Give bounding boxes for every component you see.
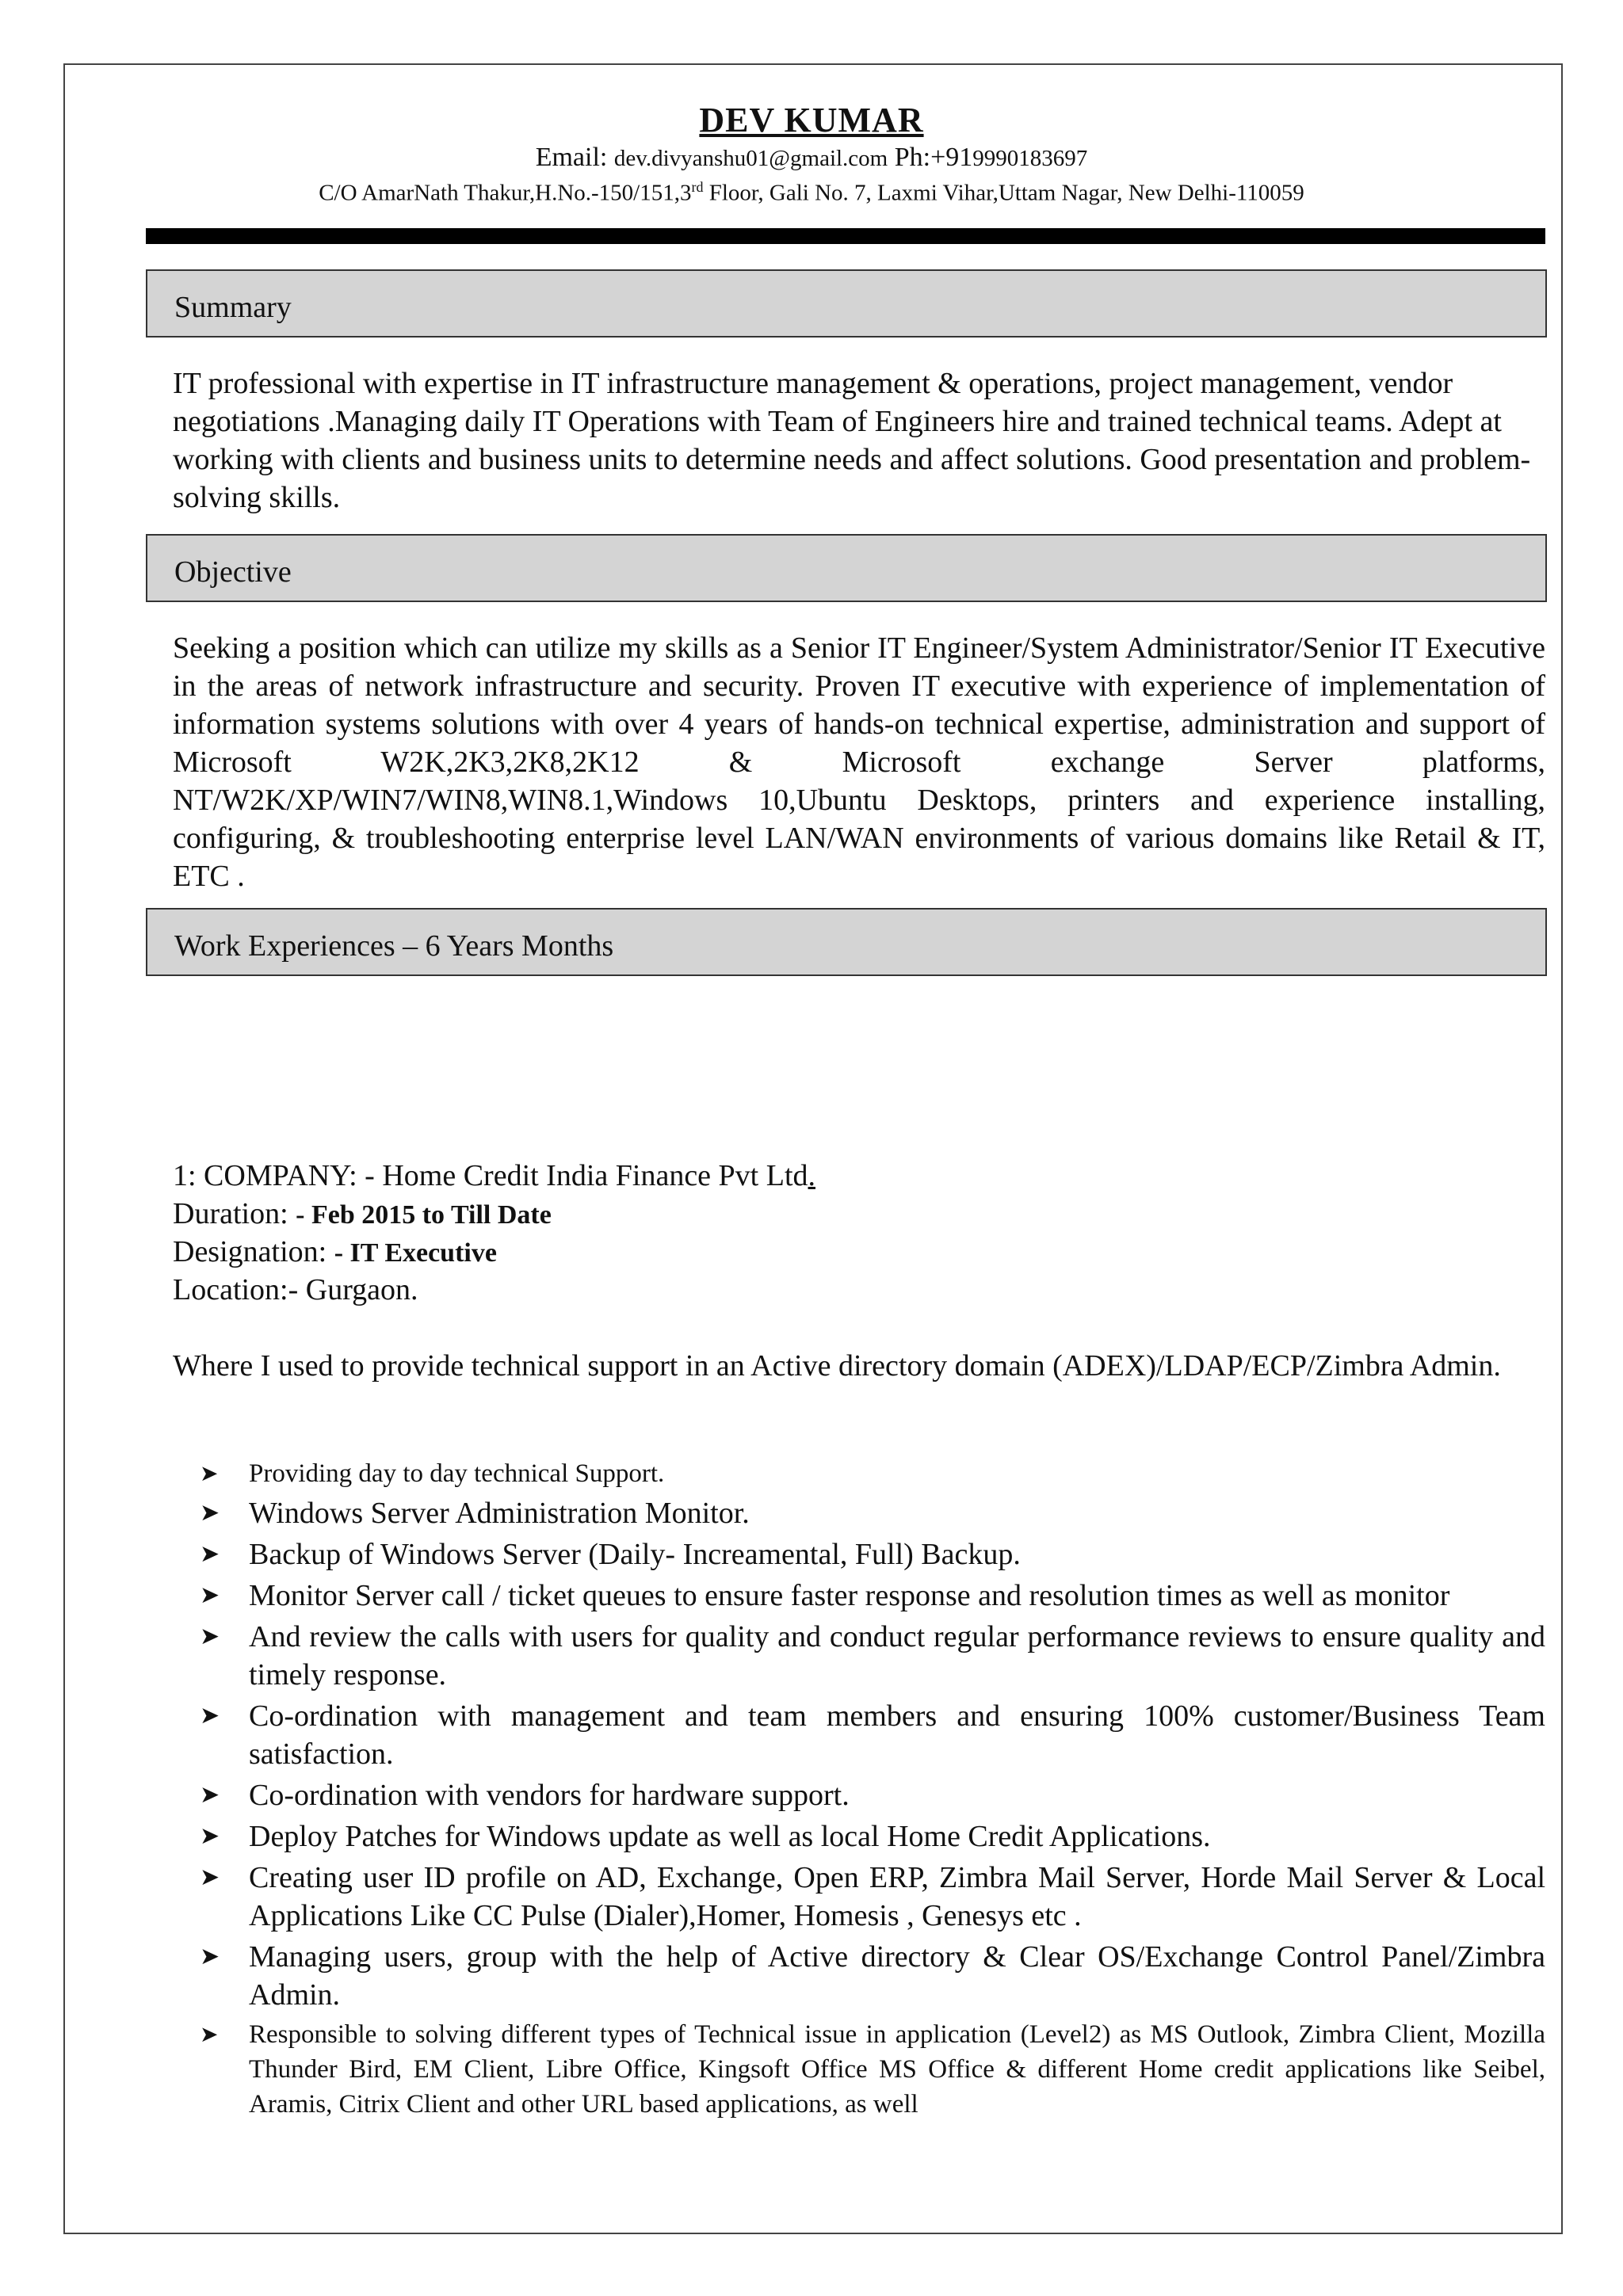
designation-label: Designation: xyxy=(173,1235,334,1268)
job-intro: Where I used to provide technical support in an Active directory domain (ADEX)/LDAP/ECP/Zimbra Admin. xyxy=(173,1349,1501,1383)
company-suffix: . xyxy=(808,1159,816,1192)
objective-text: Seeking a position which can utilize my skills as a Senior IT Engineer/System Administrator/Senior IT Executive in the areas of network infrastructure and security. Proven IT executive with experience of implementation of information systems solutions with over 4 years of hands-on technical expertise, administration and support of Microsoft W2K,2K3,2K8,2K12 & Microsoft exchange Server platforms, NT/W2K/XP/WIN7/WIN8,WIN8.1,Windows 10,Ubuntu Desktops, printers and experience installing, configuring, & troubleshooting enterprise level LAN/WAN environments of various domains like Retail & IT, ETC . xyxy=(173,631,1545,893)
email-address: dev.divyanshu01@gmail.com xyxy=(613,146,888,171)
list-item: ➤ Co-ordination with vendors for hardware support. xyxy=(249,1776,1545,1814)
arrow-bullet-icon: ➤ xyxy=(200,1863,220,1891)
list-item: ➤ And review the calls with users for quality and conduct regular performance reviews to ensure quality and timely response. xyxy=(249,1618,1545,1694)
arrow-bullet-icon: ➤ xyxy=(200,1781,220,1809)
phone-prefix: +91 xyxy=(930,143,973,172)
list-item: ➤ Creating user ID profile on AD, Exchange, Open ERP, Zimbra Mail Server, Horde Mail Server & Local Applications Like CC Pulse (Dialer),Homer, Homesis , Genesys etc . xyxy=(249,1859,1545,1935)
responsibility-list xyxy=(200,1456,1545,2125)
address-part-2: Floor, Gali No. 7, Laxmi Vihar,Uttam Nagar, New Delhi-110059 xyxy=(703,180,1304,206)
objective-heading: Objective xyxy=(146,534,1547,602)
list-item: ➤ Backup of Windows Server (Daily- Increamental, Full) Backup. xyxy=(249,1535,1545,1573)
duration-line xyxy=(173,1195,552,1234)
summary-heading: Summary xyxy=(146,269,1547,338)
phone-number: 9990183697 xyxy=(972,146,1088,171)
list-item: ➤ Responsible to solving different types of Technical issue in application (Level2) as MS Outlook, Zimbra Client, Mozilla Thunder Bird, EM Client, Libre Office, Kingsoft Office MS Office & different Home credit applications like Seibel, Aramis, Citrix Client and other URL based applications, as well xyxy=(249,2017,1545,2122)
list-item: ➤ Monitor Server call / ticket queues to ensure faster response and resolution times as well as monitor xyxy=(249,1577,1545,1615)
candidate-name: DEV KUMAR xyxy=(699,101,924,139)
arrow-bullet-icon: ➤ xyxy=(200,1460,219,1486)
arrow-bullet-icon: ➤ xyxy=(200,1702,220,1730)
arrow-bullet-icon: ➤ xyxy=(200,1822,220,1850)
arrow-bullet-icon: ➤ xyxy=(200,1540,220,1568)
list-item: ➤ Co-ordination with management and team members and ensuring 100% customer/Business Team satisfaction. xyxy=(249,1697,1545,1773)
arrow-bullet-icon: ➤ xyxy=(200,1623,220,1650)
address-superscript: rd xyxy=(691,179,704,195)
company-name: 1: COMPANY: - Home Credit India Finance Pvt Ltd xyxy=(173,1159,808,1192)
designation-value: - IT Executive xyxy=(334,1238,497,1268)
location-line: Location:- Gurgaon. xyxy=(173,1273,418,1306)
designation-line xyxy=(173,1233,497,1272)
list-item: ➤ Managing users, group with the help of Active directory & Clear OS/Exchange Control Panel/Zimbra Admin. xyxy=(249,1938,1545,2014)
arrow-bullet-icon: ➤ xyxy=(200,2021,219,2047)
list-item: ➤ Windows Server Administration Monitor. xyxy=(249,1494,1545,1532)
duration-value: - Feb 2015 to Till Date xyxy=(296,1200,552,1230)
phone-label: Ph: xyxy=(894,143,931,172)
company-line xyxy=(173,1157,815,1195)
contact-line xyxy=(0,143,1623,173)
arrow-bullet-icon: ➤ xyxy=(200,1943,220,1970)
work-experience-heading: Work Experiences – 6 Years Months xyxy=(146,908,1547,976)
address-line xyxy=(0,179,1623,207)
list-item: ➤ Providing day to day technical Support. xyxy=(249,1456,1545,1491)
duration-label: Duration: xyxy=(173,1197,296,1230)
list-item: ➤ Deploy Patches for Windows update as well as local Home Credit Applications. xyxy=(249,1817,1545,1855)
arrow-bullet-icon: ➤ xyxy=(200,1581,220,1609)
email-label: Email: xyxy=(535,143,608,172)
summary-text: IT professional with expertise in IT infrastructure management & operations, project management, vendor negotiations .Managing daily IT Operations with Team of Engineers hire and trained technical teams. Adept at working with clients and business units to determine needs and affect solutions. Good presentation and problem-solving skills. xyxy=(173,367,1531,514)
address-part-1: C/O AmarNath Thakur,H.No.-150/151,3 xyxy=(319,180,692,206)
arrow-bullet-icon: ➤ xyxy=(200,1499,220,1527)
header-divider xyxy=(146,228,1545,244)
